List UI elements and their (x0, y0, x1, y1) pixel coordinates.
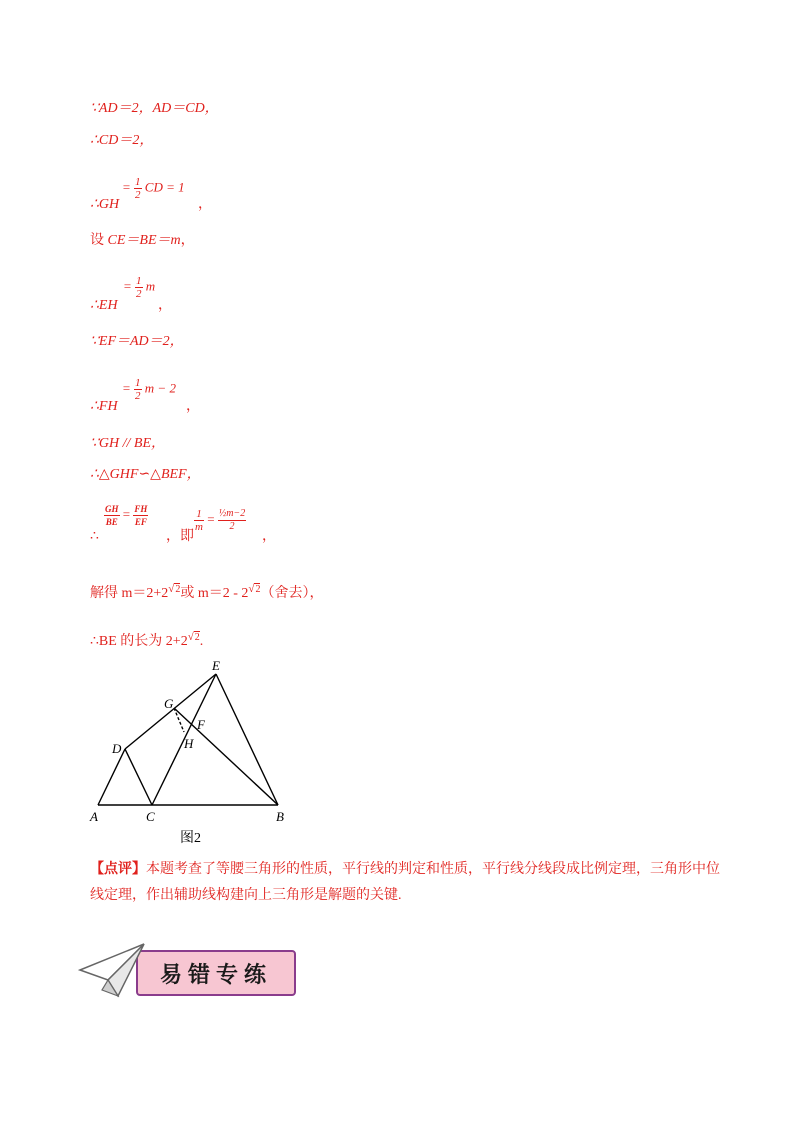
proof-line-6: ∵EF＝AD＝2， (90, 334, 184, 349)
segment-gh-dashed (174, 708, 184, 732)
fraction-half-3: $\frac{1}{2}$ (135, 377, 141, 402)
fraction-gh-be: $\frac{GH}{BE}$ (105, 504, 119, 527)
point-label-h: H (184, 736, 194, 751)
figure-caption: 图2 (180, 831, 201, 846)
proof-line-4: 设 CE＝BE＝m， (90, 233, 195, 248)
proof-line-3-comma: ， (198, 197, 212, 212)
proof-line-7-comma: ， (186, 399, 200, 414)
equation-formula: $\frac{1}{m}$ = $\frac{\text{½m−2}}{2}$ (195, 508, 246, 533)
proof-line-11: 解得 m＝2+2√2或 m＝2 - 2√2（舍去）， (90, 583, 324, 601)
proof-line-10-therefore: ∴ (90, 529, 99, 544)
proof-line-2: ∴CD＝2， (90, 133, 154, 148)
proof-line-10-comma: ， (262, 529, 276, 544)
proof-line-9: ∴△GHF∽△BEF， (90, 467, 201, 482)
comment-tag: 【点评】 (90, 862, 146, 877)
segment-gb (174, 708, 278, 805)
paper-plane-icon (78, 940, 168, 1002)
fraction-fh-ef: $\frac{FH}{EF}$ (134, 504, 148, 527)
proof-line-12: ∴BE 的长为 2+2√2. (90, 631, 204, 649)
proof-line-1: ∵AD＝2，AD＝CD， (90, 101, 219, 116)
segment-dc (125, 749, 152, 805)
proof-line-10-ji: ，即 (166, 529, 194, 544)
fh-formula: = $\frac{1}{2}$ m − 2 (122, 377, 176, 402)
geometry-figure (80, 655, 310, 830)
ratio-formula: $\frac{GH}{BE}$ = $\frac{FH}{EF}$ (105, 504, 148, 527)
fraction-rhs: $\frac{\text{½m−2}}{2}$ (218, 508, 246, 532)
point-label-g: G (164, 696, 174, 711)
proof-line-8: ∵GH // BE， (90, 436, 166, 451)
point-label-b: B (276, 809, 284, 824)
proof-line-3-label: ∴GH (90, 197, 120, 212)
proof-line-7-label: ∴FH (90, 399, 118, 414)
segment-ad (98, 749, 125, 805)
point-label-a: A (90, 809, 98, 824)
proof-line-5-comma: ， (158, 298, 172, 313)
section-banner (78, 940, 300, 1002)
comment-body: 本题考查了等腰三角形的性质，平行线的判定和性质，平行线分线段成比例定理，三角形中位线定理，作出辅助线构建向上三角形是解题的关键. (90, 862, 720, 903)
segment-eb (216, 674, 278, 805)
point-label-f: F (197, 717, 205, 732)
point-label-d: D (112, 741, 122, 756)
banner-title: 易错专练 (159, 962, 272, 988)
gh-formula: = $\frac{1}{2}$ CD = 1 (122, 176, 185, 201)
comment-paragraph (90, 857, 730, 909)
fraction-half-2: $\frac{1}{2}$ (136, 275, 142, 300)
point-label-e: E (212, 658, 220, 673)
eh-formula: = $\frac{1}{2}$ m (123, 275, 156, 300)
fraction-one-m: $\frac{1}{m}$ (195, 508, 203, 533)
segment-de (125, 674, 216, 749)
point-label-c: C (146, 809, 155, 824)
fraction-half: $\frac{1}{2}$ (135, 176, 141, 201)
proof-line-5-label: ∴EH (90, 298, 118, 313)
